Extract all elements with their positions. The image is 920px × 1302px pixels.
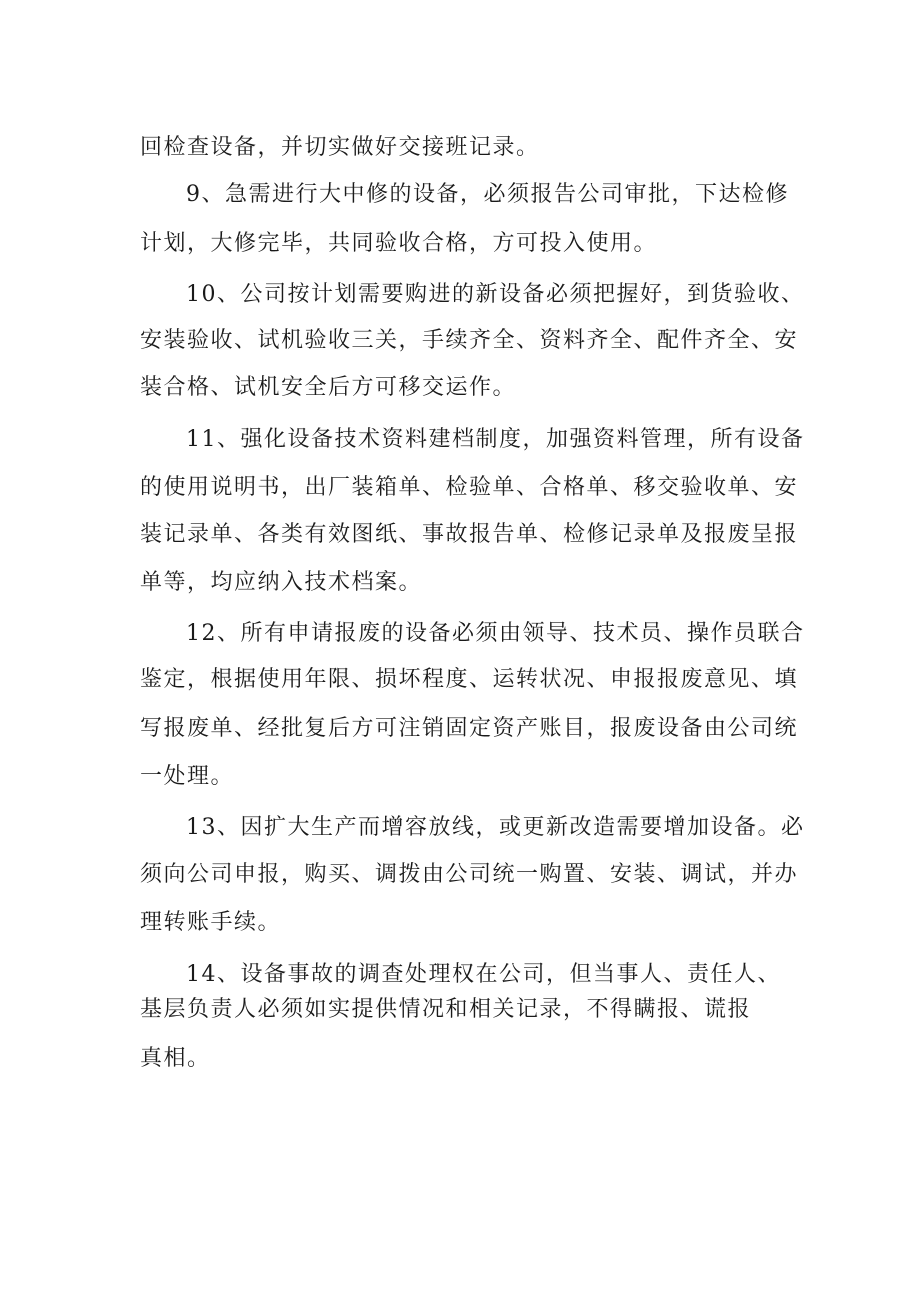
text-line: 11、强化设备技术资料建档制度，加强资料管理，所有设备 xyxy=(186,427,805,452)
text-line: 基层负责人必须如实提供情况和相关记录，不得瞒报、谎报 xyxy=(140,997,752,1022)
text-line: 9、急需进行大中修的设备，必须报告公司审批，下达检修 xyxy=(186,182,789,207)
text-line: 真相。 xyxy=(140,1046,211,1071)
text-line: 回检查设备，并切实做好交接班记录。 xyxy=(140,135,540,160)
text-line: 10、公司按计划需要购进的新设备必须把握好，到货验收、 xyxy=(186,282,805,307)
text-line: 的使用说明书，出厂装箱单、检验单、合格单、移交验收单、安 xyxy=(140,475,799,500)
text-line: 理转账手续。 xyxy=(140,910,282,935)
text-line: 13、因扩大生产而增容放线，或更新改造需要增加设备。必 xyxy=(186,815,805,840)
text-line: 一处理。 xyxy=(140,764,235,789)
text-line: 14、设备事故的调查处理权在公司，但当事人、责任人、 xyxy=(186,962,781,987)
text-line: 单等，均应纳入技术档案。 xyxy=(140,570,423,595)
text-line: 计划，大修完毕，共同验收合格，方可投入使用。 xyxy=(140,231,658,256)
text-line: 12、所有申请报废的设备必须由领导、技术员、操作员联合 xyxy=(186,621,805,646)
text-line: 写报废单、经批复后方可注销固定资产账目，报废设备由公司统 xyxy=(140,716,799,741)
text-line: 安装验收、试机验收三关，手续齐全、资料齐全、配件齐全、安 xyxy=(140,328,799,353)
text-line: 鉴定，根据使用年限、损坏程度、运转状况、申报报废意见、填 xyxy=(140,667,799,692)
text-line: 装合格、试机安全后方可移交运作。 xyxy=(140,375,517,400)
text-line: 须向公司申报，购买、调拨由公司统一购置、安装、调试，并办 xyxy=(140,862,799,887)
text-line: 装记录单、各类有效图纸、事故报告单、检修记录单及报废呈报 xyxy=(140,522,799,547)
